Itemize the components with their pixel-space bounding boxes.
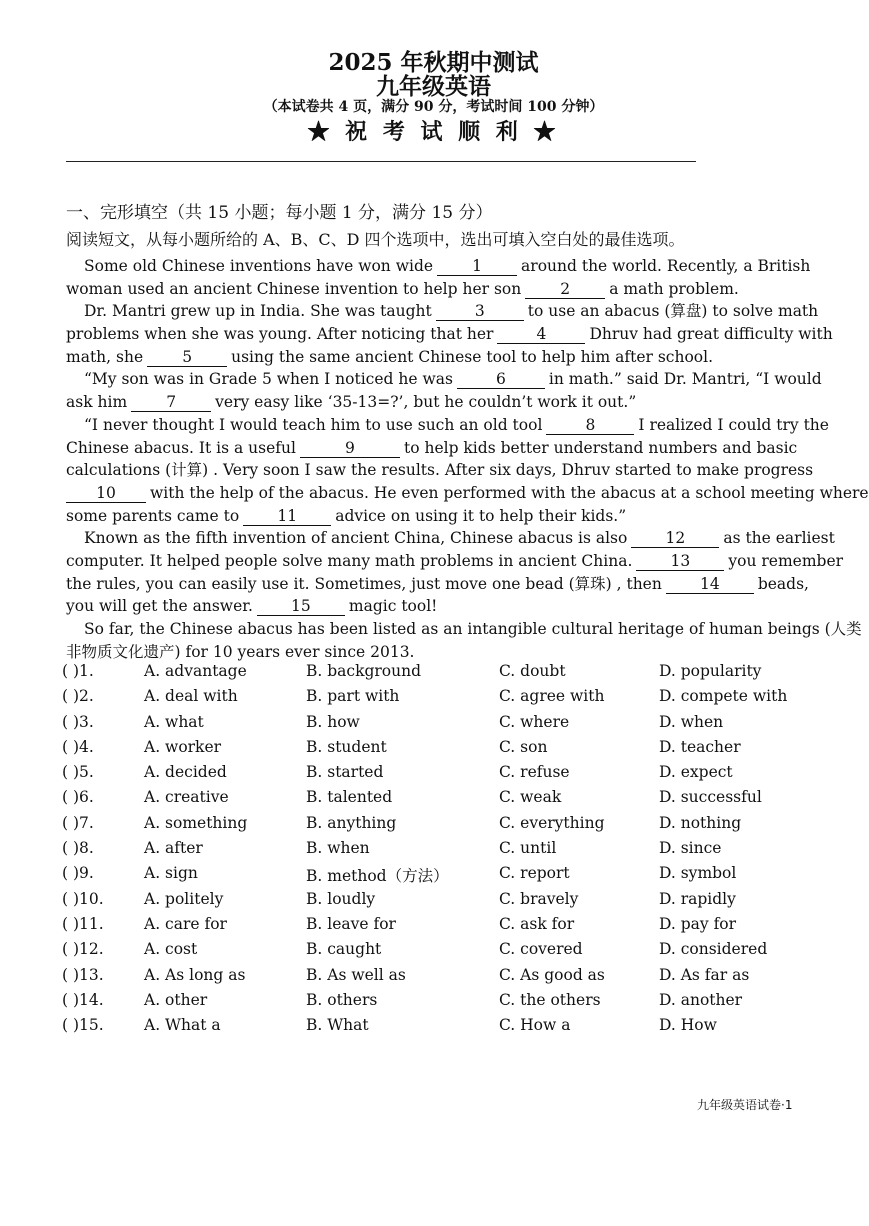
question-number[interactable]: ( )3.	[62, 712, 94, 731]
option-a[interactable]: A. decided	[144, 763, 227, 782]
option-a[interactable]: A. politely	[144, 889, 224, 908]
exam-subject: 九年级英语	[376, 73, 491, 100]
blank-11[interactable]: 11	[243, 507, 331, 526]
blank-3[interactable]: 3	[436, 302, 524, 321]
question-number[interactable]: ( )7.	[62, 813, 94, 832]
passage	[66, 255, 869, 663]
question-row	[62, 966, 807, 991]
passage-line: Chinese abacus. It is a useful 9 to help kids better understand numbers and basic	[66, 438, 798, 457]
option-d[interactable]: D. successful	[659, 788, 762, 807]
question-number[interactable]: ( )6.	[62, 788, 94, 807]
question-row	[62, 890, 807, 915]
option-b[interactable]: B. how	[306, 712, 360, 731]
option-c[interactable]: C. ask for	[499, 914, 575, 933]
option-c[interactable]: C. son	[499, 737, 548, 756]
blank-6[interactable]: 6	[457, 370, 545, 389]
option-a[interactable]: A. care for	[144, 914, 227, 933]
option-d[interactable]: D. How	[659, 1016, 717, 1035]
passage-line: computer. It helped people solve many math problems in ancient China. 13 you remember	[66, 551, 844, 570]
divider	[66, 161, 696, 162]
option-c[interactable]: C. report	[499, 864, 570, 883]
question-number[interactable]: ( )9.	[62, 864, 94, 883]
option-b[interactable]: B. others	[306, 990, 378, 1009]
question-number[interactable]: ( )4.	[62, 737, 94, 756]
blank-15[interactable]: 15	[257, 597, 345, 616]
question-number[interactable]: ( )8.	[62, 839, 94, 858]
blank-2[interactable]: 2	[525, 280, 605, 299]
blank-14[interactable]: 14	[666, 575, 754, 594]
option-b[interactable]: B. loudly	[306, 889, 376, 908]
option-d[interactable]: D. symbol	[659, 864, 737, 883]
option-c[interactable]: C. agree with	[499, 687, 605, 706]
option-b[interactable]: B. talented	[306, 788, 393, 807]
blank-9[interactable]: 9	[300, 439, 400, 458]
passage-line: “My son was in Grade 5 when I noticed he was 6 in math.” said Dr. Mantri, “I would	[84, 370, 822, 389]
option-b[interactable]: B. As well as	[306, 965, 406, 984]
option-c[interactable]: C. everything	[499, 813, 605, 832]
option-d[interactable]: D. pay for	[659, 914, 737, 933]
section-heading: 一、完形填空（共 15 小题；每小题 1 分，满分 15 分）	[66, 203, 493, 223]
question-number[interactable]: ( )2.	[62, 687, 94, 706]
option-c[interactable]: C. bravely	[499, 889, 579, 908]
option-a[interactable]: A. cost	[144, 940, 198, 959]
passage-line: Dr. Mantri grew up in India. She was taught 3 to use an abacus (算盘) to solve math	[84, 302, 819, 321]
question-row	[62, 788, 807, 813]
passage-line: you will get the answer. 15 magic tool!	[66, 597, 438, 616]
question-row	[62, 864, 807, 889]
question-number[interactable]: ( )10.	[62, 889, 104, 908]
passage-line: problems when she was young. After noticing that her 4 Dhruv had great difficulty with	[66, 325, 833, 344]
option-d[interactable]: D. considered	[659, 940, 768, 959]
question-row	[62, 662, 807, 687]
option-c[interactable]: C. covered	[499, 940, 583, 959]
question-number[interactable]: ( )12.	[62, 940, 104, 959]
option-c[interactable]: C. How a	[499, 1016, 571, 1035]
question-number[interactable]: ( )15.	[62, 1016, 104, 1035]
option-b[interactable]: B. leave for	[306, 914, 396, 933]
option-d[interactable]: D. another	[659, 990, 743, 1009]
option-b[interactable]: B. started	[306, 763, 384, 782]
option-d[interactable]: D. expect	[659, 763, 733, 782]
question-row	[62, 915, 807, 940]
option-b[interactable]: B. method（方法）	[306, 867, 449, 886]
option-b[interactable]: B. when	[306, 839, 370, 858]
option-a[interactable]: A. sign	[144, 864, 198, 883]
blank-5[interactable]: 5	[147, 348, 227, 367]
option-d[interactable]: D. popularity	[659, 662, 762, 680]
passage-line: Some old Chinese inventions have won wide 1 around the world. Recently, a British	[84, 257, 811, 275]
question-row	[62, 738, 807, 763]
option-d[interactable]: D. when	[659, 712, 724, 731]
option-a[interactable]: A. What a	[144, 1016, 221, 1035]
option-c[interactable]: C. weak	[499, 788, 562, 807]
passage-line: ask him 7 very easy like ‘35-13=?’, but he couldn’t work it out.”	[66, 393, 637, 412]
question-row	[62, 814, 807, 839]
option-c[interactable]: C. refuse	[499, 763, 570, 782]
option-d[interactable]: D. nothing	[659, 813, 742, 832]
option-b[interactable]: B. background	[306, 662, 422, 680]
option-b[interactable]: B. anything	[306, 813, 397, 832]
options-list	[62, 662, 807, 1041]
option-a[interactable]: A. creative	[144, 788, 229, 807]
passage-line: 10 with the help of the abacus. He even performed with the abacus at a school meeting where	[66, 482, 806, 505]
option-a[interactable]: A. what	[144, 712, 204, 731]
passage-line: some parents came to 11 advice on using it to help their kids.”	[66, 506, 627, 525]
question-row	[62, 991, 807, 1016]
passage-line: 非物质文化遗产) for 10 years ever since 2013.	[66, 642, 415, 661]
question-row	[62, 1016, 807, 1041]
exam-motto: ★ 祝 考 试 顺 利 ★	[307, 119, 560, 145]
option-c[interactable]: C. As good as	[499, 965, 605, 984]
option-d[interactable]: D. compete with	[659, 687, 788, 706]
option-a[interactable]: A. advantage	[144, 662, 247, 680]
question-row	[62, 713, 807, 738]
blank-10[interactable]: 10	[66, 484, 146, 503]
passage-line: woman used an ancient Chinese invention to help her son 2 a math problem.	[66, 279, 739, 298]
passage-line: the rules, you can easily use it. Sometimes, just move one bead (算珠) , then 14 beads,	[66, 574, 809, 593]
passage-line: Known as the fifth invention of ancient China, Chinese abacus is also 12 as the earliest	[84, 529, 835, 548]
blank-1[interactable]: 1	[437, 257, 517, 276]
option-d[interactable]: D. As far as	[659, 965, 750, 984]
passage-line: calculations (计算) . Very soon I saw the results. After six days, Dhruv started to make progress	[66, 461, 814, 480]
question-row	[62, 940, 807, 965]
page-footer: 九年级英语试卷·1	[697, 1098, 793, 1112]
section-instruction: 阅读短文，从每小题所给的 A、B、C、D 四个选项中，选出可填入空白处的最佳选项。	[66, 230, 685, 249]
exam-title: 2025 年秋期中测试	[328, 49, 539, 76]
option-b[interactable]: B. student	[306, 737, 387, 756]
question-number[interactable]: ( )13.	[62, 965, 104, 984]
option-a[interactable]: A. after	[144, 839, 203, 858]
option-b[interactable]: B. caught	[306, 940, 382, 959]
question-row	[62, 839, 807, 864]
question-row	[62, 687, 807, 712]
option-a[interactable]: A. something	[144, 813, 248, 832]
exam-note: （本试卷共 4 页，满分 90 分，考试时间 100 分钟）	[263, 99, 604, 115]
option-b[interactable]: B. What	[306, 1016, 369, 1035]
option-a[interactable]: A. worker	[144, 737, 222, 756]
question-number[interactable]: ( )1.	[62, 662, 94, 680]
blank-12[interactable]: 12	[631, 529, 719, 548]
blank-7[interactable]: 7	[131, 393, 211, 412]
option-c[interactable]: C. the others	[499, 990, 601, 1009]
option-d[interactable]: D. teacher	[659, 737, 741, 756]
option-c[interactable]: C. where	[499, 712, 570, 731]
option-d[interactable]: D. since	[659, 839, 722, 858]
option-d[interactable]: D. rapidly	[659, 889, 736, 908]
option-a[interactable]: A. As long as	[144, 965, 246, 984]
option-c[interactable]: C. doubt	[499, 662, 566, 680]
question-row	[62, 763, 807, 788]
question-number[interactable]: ( )14.	[62, 990, 104, 1009]
option-c[interactable]: C. until	[499, 839, 557, 858]
blank-13[interactable]: 13	[636, 552, 724, 571]
option-b[interactable]: B. part with	[306, 687, 400, 706]
question-number[interactable]: ( )11.	[62, 914, 104, 933]
question-number[interactable]: ( )5.	[62, 763, 94, 782]
passage-line: “I never thought I would teach him to use such an old tool 8 I realized I could try the	[84, 415, 829, 434]
blank-8[interactable]: 8	[546, 416, 634, 435]
passage-line: math, she 5 using the same ancient Chinese tool to help him after school.	[66, 347, 714, 366]
option-a[interactable]: A. other	[144, 990, 208, 1009]
blank-4[interactable]: 4	[497, 325, 585, 344]
passage-line: So far, the Chinese abacus has been listed as an intangible cultural heritage of human beings (人类	[84, 620, 862, 638]
option-a[interactable]: A. deal with	[144, 687, 238, 706]
